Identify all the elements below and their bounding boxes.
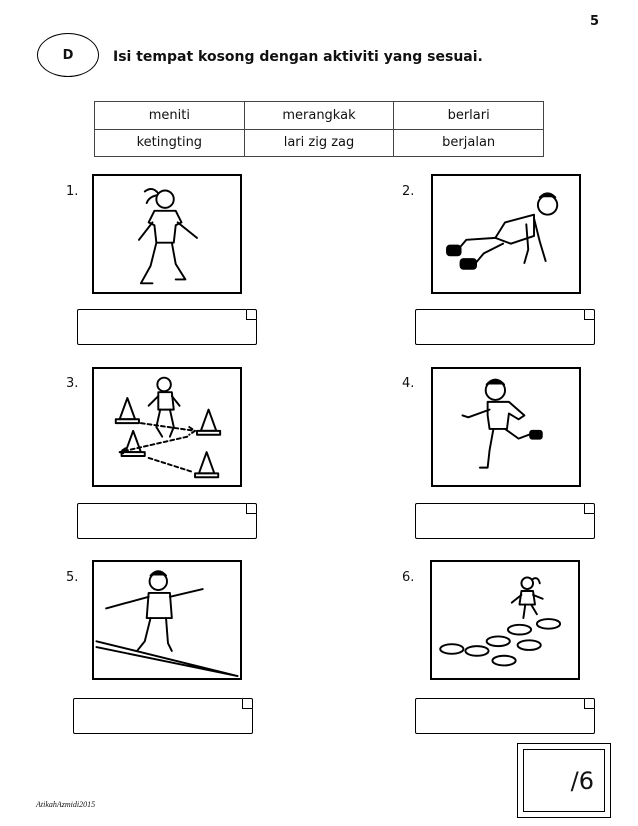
question-number: 1.	[66, 184, 79, 199]
page-number: 5	[590, 14, 600, 29]
instruction-text: Isi tempat kosong dengan aktiviti yang sesuai.	[113, 49, 483, 65]
score-box	[517, 743, 611, 818]
boy-balance-beam-icon	[92, 560, 242, 680]
question-number: 2.	[402, 184, 415, 199]
word-bank-cell: ketingting	[95, 129, 245, 157]
word-bank-row	[95, 102, 544, 130]
girl-zigzag-cones-icon	[92, 367, 242, 487]
word-bank-cell: lari zig zag	[244, 129, 394, 157]
word-bank-cell: berlari	[394, 102, 544, 130]
question-number: 6.	[402, 570, 415, 585]
question-number: 5.	[66, 570, 79, 585]
question-number: 4.	[402, 376, 415, 391]
word-bank-cell: meniti	[95, 102, 245, 130]
score-text: /6	[523, 749, 605, 812]
answer-box[interactable]	[415, 309, 595, 345]
word-bank-row	[95, 129, 544, 157]
girl-walking-icon	[92, 174, 242, 294]
answer-box[interactable]	[77, 309, 257, 345]
answer-box[interactable]	[415, 698, 595, 734]
answer-box[interactable]	[77, 503, 257, 539]
question-number: 3.	[66, 376, 79, 391]
answer-box[interactable]	[415, 503, 595, 539]
girl-hopscotch-hoops-icon	[430, 560, 580, 680]
boy-running-icon	[431, 367, 581, 487]
section-label: D	[37, 33, 99, 77]
answer-box[interactable]	[73, 698, 253, 734]
boy-crawling-icon	[431, 174, 581, 294]
word-bank-table	[94, 101, 544, 157]
word-bank-cell: berjalan	[394, 129, 544, 157]
footer-credit: AtikahAzmidi2015	[36, 800, 96, 809]
word-bank-cell: merangkak	[244, 102, 394, 130]
